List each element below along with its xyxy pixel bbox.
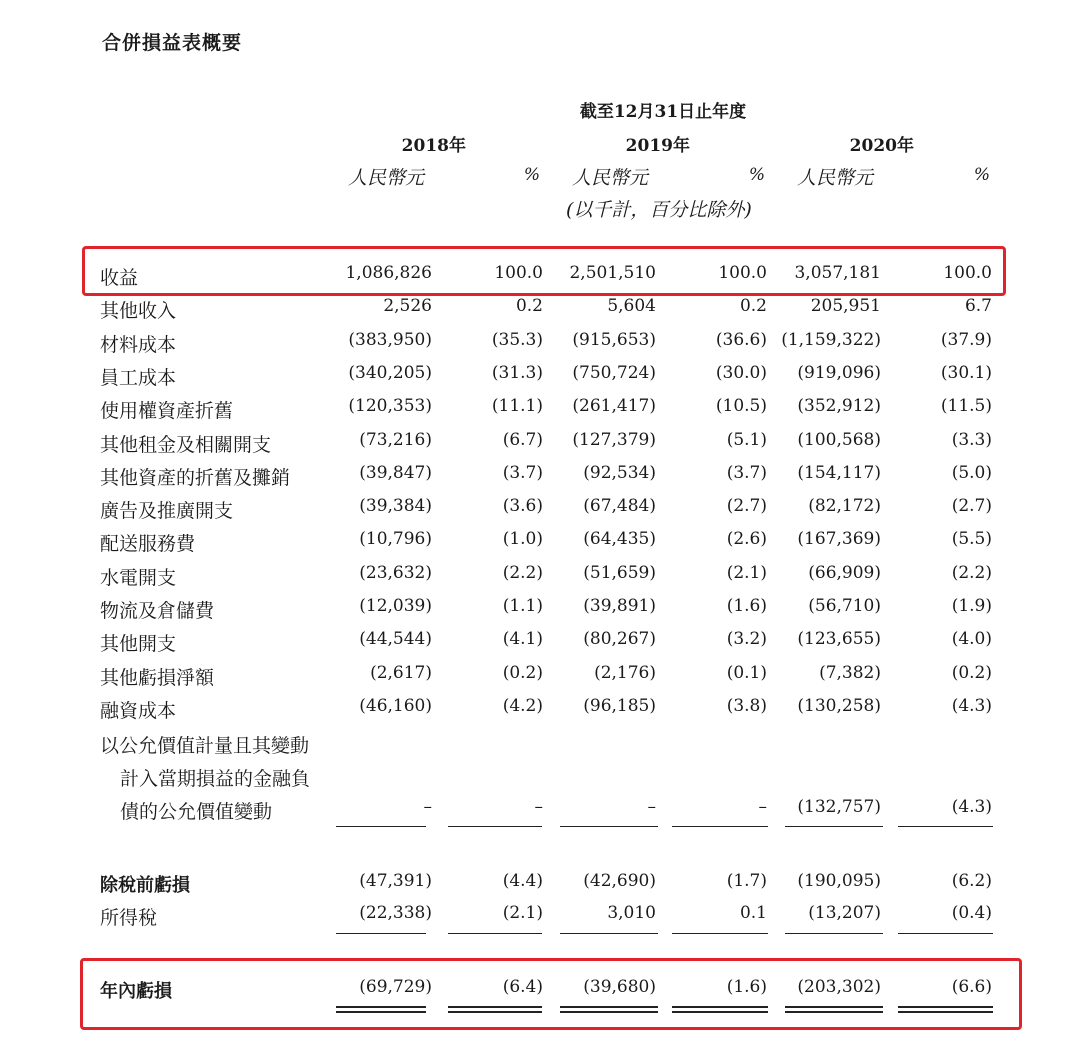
value-cell: – bbox=[534, 797, 543, 817]
value-cell: (3.7) bbox=[726, 463, 767, 483]
year-2020-header: 2020年 bbox=[849, 136, 914, 156]
value-cell: (340,205) bbox=[348, 363, 432, 383]
row-label: 其他開支 bbox=[100, 633, 177, 655]
value-cell: 2,526 bbox=[383, 296, 432, 316]
value-cell: (3.3) bbox=[951, 430, 992, 450]
value-cell: – bbox=[423, 797, 432, 817]
value-cell: (132,757) bbox=[797, 797, 881, 817]
value-cell: (4.3) bbox=[951, 797, 992, 817]
value-cell: (92,534) bbox=[583, 463, 656, 483]
value-cell: (39,680) bbox=[583, 977, 656, 997]
value-cell: (39,384) bbox=[359, 496, 432, 516]
value-cell: (2.1) bbox=[502, 903, 543, 923]
value-cell: (2.2) bbox=[502, 563, 543, 583]
value-cell: (37.9) bbox=[940, 330, 992, 350]
value-cell: (7,382) bbox=[819, 663, 881, 683]
value-cell: (35.3) bbox=[491, 330, 543, 350]
row-label: 計入當期損益的金融負 bbox=[120, 768, 311, 790]
value-cell: (3.2) bbox=[726, 629, 767, 649]
table-row bbox=[0, 493, 1080, 526]
value-cell: (2.6) bbox=[726, 529, 767, 549]
value-cell: (750,724) bbox=[572, 363, 656, 383]
value-cell: (3.6) bbox=[502, 496, 543, 516]
value-cell: (1.9) bbox=[951, 596, 992, 616]
value-cell: (919,096) bbox=[797, 363, 881, 383]
value-cell: – bbox=[647, 797, 656, 817]
value-cell: (56,710) bbox=[808, 596, 881, 616]
row-label: 年內虧損 bbox=[100, 981, 172, 1002]
value-cell: (5.1) bbox=[726, 430, 767, 450]
value-cell: (51,659) bbox=[583, 563, 656, 583]
subtotal-rule bbox=[336, 933, 426, 934]
table-row bbox=[0, 868, 1080, 901]
value-cell: 1,086,826 bbox=[345, 263, 432, 283]
value-cell: (4.0) bbox=[951, 629, 992, 649]
page-title: 合併損益表概要 bbox=[102, 32, 243, 54]
value-cell: (12,039) bbox=[359, 596, 432, 616]
row-label: 其他虧損淨額 bbox=[100, 667, 215, 689]
row-label: 除稅前虧損 bbox=[100, 875, 190, 896]
value-cell: (4.3) bbox=[951, 696, 992, 716]
table-row bbox=[0, 293, 1080, 326]
value-cell: (3.7) bbox=[502, 463, 543, 483]
value-cell: (2.2) bbox=[951, 563, 992, 583]
value-cell: (6.2) bbox=[951, 871, 992, 891]
table-row bbox=[0, 393, 1080, 426]
value-cell: (5.0) bbox=[951, 463, 992, 483]
table-row bbox=[0, 460, 1080, 493]
value-cell: (1,159,322) bbox=[781, 330, 881, 350]
value-cell: 205,951 bbox=[810, 296, 881, 316]
value-cell: (4.1) bbox=[502, 629, 543, 649]
table-row bbox=[0, 327, 1080, 360]
value-cell: (13,207) bbox=[808, 903, 881, 923]
row-label: 其他資產的折舊及攤銷 bbox=[100, 467, 291, 489]
value-cell: (6.6) bbox=[951, 977, 992, 997]
subtotal-rule bbox=[672, 826, 768, 827]
value-cell: (167,369) bbox=[797, 529, 881, 549]
row-label: 以公允價值計量且其變動 bbox=[100, 735, 310, 757]
table-row bbox=[0, 526, 1080, 559]
table-row bbox=[0, 560, 1080, 593]
table-row bbox=[0, 626, 1080, 659]
value-cell: 100.0 bbox=[494, 263, 543, 283]
table-row bbox=[0, 593, 1080, 626]
value-cell: (96,185) bbox=[583, 696, 656, 716]
value-cell: (31.3) bbox=[491, 363, 543, 383]
table-row bbox=[0, 900, 1080, 933]
value-cell: (2.1) bbox=[726, 563, 767, 583]
subtotal-rule bbox=[672, 933, 768, 934]
value-cell: (73,216) bbox=[359, 430, 432, 450]
value-cell: (10.5) bbox=[715, 396, 767, 416]
value-cell: (80,267) bbox=[583, 629, 656, 649]
value-cell: (42,690) bbox=[583, 871, 656, 891]
value-cell: (30.1) bbox=[940, 363, 992, 383]
loss-highlight-box bbox=[80, 958, 1022, 1030]
value-cell: (67,484) bbox=[583, 496, 656, 516]
value-cell: (11.5) bbox=[940, 396, 992, 416]
row-label: 廣告及推廣開支 bbox=[100, 500, 234, 522]
row-label: 其他租金及相關開支 bbox=[100, 434, 272, 456]
table-row bbox=[0, 660, 1080, 693]
value-cell: (261,417) bbox=[572, 396, 656, 416]
row-label: 使用權資產折舊 bbox=[100, 400, 234, 422]
pct-header: % bbox=[973, 165, 990, 185]
value-cell: (123,655) bbox=[797, 629, 881, 649]
unit-header: 人民幣元 bbox=[572, 167, 649, 189]
value-cell: 3,057,181 bbox=[794, 263, 881, 283]
revenue-highlight-box bbox=[82, 246, 1006, 296]
row-label: 水電開支 bbox=[100, 567, 177, 589]
table-row bbox=[0, 728, 1080, 761]
row-label: 物流及倉儲費 bbox=[100, 600, 215, 622]
unit-note: (以千計，百分比除外) bbox=[566, 199, 752, 221]
value-cell: (1.6) bbox=[726, 977, 767, 997]
value-cell: (1.6) bbox=[726, 596, 767, 616]
row-label: 債的公允價值變動 bbox=[120, 801, 273, 823]
value-cell: (66,909) bbox=[808, 563, 881, 583]
table-row bbox=[0, 761, 1080, 794]
value-cell: (6.7) bbox=[502, 430, 543, 450]
value-cell: (11.1) bbox=[491, 396, 543, 416]
table-row bbox=[0, 794, 1080, 827]
value-cell: 0.1 bbox=[739, 903, 767, 923]
value-cell: (22,338) bbox=[359, 903, 432, 923]
value-cell: 0.2 bbox=[515, 296, 543, 316]
value-cell: (154,117) bbox=[797, 463, 881, 483]
value-cell: (383,950) bbox=[348, 330, 432, 350]
value-cell: 0.2 bbox=[739, 296, 767, 316]
pct-header: % bbox=[748, 165, 765, 185]
value-cell: 100.0 bbox=[718, 263, 767, 283]
value-cell: (915,653) bbox=[572, 330, 656, 350]
subtotal-rule bbox=[448, 826, 542, 827]
value-cell: (82,172) bbox=[808, 496, 881, 516]
value-cell: (0.2) bbox=[502, 663, 543, 683]
value-cell: (120,353) bbox=[348, 396, 432, 416]
value-cell: (46,160) bbox=[359, 696, 432, 716]
subtotal-rule bbox=[560, 826, 658, 827]
value-cell: (203,302) bbox=[797, 977, 881, 997]
unit-header: 人民幣元 bbox=[348, 167, 425, 189]
period-header: 截至12月31日止年度 bbox=[579, 102, 747, 122]
value-cell: (47,391) bbox=[359, 871, 432, 891]
unit-header: 人民幣元 bbox=[797, 167, 874, 189]
subtotal-rule bbox=[785, 826, 883, 827]
value-cell: 100.0 bbox=[943, 263, 992, 283]
subtotal-rule bbox=[785, 933, 883, 934]
subtotal-rule bbox=[898, 826, 993, 827]
value-cell: (100,568) bbox=[797, 430, 881, 450]
value-cell: (2,617) bbox=[370, 663, 432, 683]
year-2018-header: 2018年 bbox=[401, 136, 466, 156]
value-cell: (69,729) bbox=[359, 977, 432, 997]
value-cell: (1.1) bbox=[502, 596, 543, 616]
pct-header: % bbox=[523, 165, 540, 185]
value-cell: (39,891) bbox=[583, 596, 656, 616]
table-row bbox=[0, 693, 1080, 726]
value-cell: (64,435) bbox=[583, 529, 656, 549]
value-cell: (2,176) bbox=[594, 663, 656, 683]
value-cell: (3.8) bbox=[726, 696, 767, 716]
value-cell: (0.1) bbox=[726, 663, 767, 683]
row-label: 融資成本 bbox=[100, 700, 177, 722]
row-label: 其他收入 bbox=[100, 300, 177, 322]
subtotal-rule bbox=[336, 826, 426, 827]
value-cell: (2.7) bbox=[951, 496, 992, 516]
value-cell: (44,544) bbox=[359, 629, 432, 649]
subtotal-rule bbox=[560, 933, 658, 934]
subtotal-rule bbox=[448, 933, 542, 934]
value-cell: – bbox=[758, 797, 767, 817]
row-label: 所得稅 bbox=[100, 907, 158, 929]
row-label: 員工成本 bbox=[100, 367, 177, 389]
value-cell: (1.7) bbox=[726, 871, 767, 891]
value-cell: (36.6) bbox=[715, 330, 767, 350]
year-2019-header: 2019年 bbox=[625, 136, 690, 156]
row-label: 收益 bbox=[100, 267, 139, 289]
value-cell: (6.4) bbox=[502, 977, 543, 997]
value-cell: (352,912) bbox=[797, 396, 881, 416]
value-cell: (30.0) bbox=[715, 363, 767, 383]
row-label: 材料成本 bbox=[100, 334, 177, 356]
value-cell: (127,379) bbox=[572, 430, 656, 450]
value-cell: (190,095) bbox=[797, 871, 881, 891]
value-cell: (10,796) bbox=[359, 529, 432, 549]
table-row bbox=[0, 427, 1080, 460]
value-cell: (39,847) bbox=[359, 463, 432, 483]
value-cell: (5.5) bbox=[951, 529, 992, 549]
value-cell: (1.0) bbox=[502, 529, 543, 549]
value-cell: 2,501,510 bbox=[569, 263, 656, 283]
value-cell: 3,010 bbox=[607, 903, 656, 923]
value-cell: 6.7 bbox=[964, 296, 992, 316]
value-cell: (4.4) bbox=[502, 871, 543, 891]
value-cell: (23,632) bbox=[359, 563, 432, 583]
value-cell: (130,258) bbox=[797, 696, 881, 716]
value-cell: (2.7) bbox=[726, 496, 767, 516]
table-row bbox=[0, 360, 1080, 393]
row-label: 配送服務費 bbox=[100, 533, 196, 555]
value-cell: (0.4) bbox=[951, 903, 992, 923]
value-cell: 5,604 bbox=[607, 296, 656, 316]
subtotal-rule bbox=[898, 933, 993, 934]
value-cell: (0.2) bbox=[951, 663, 992, 683]
value-cell: (4.2) bbox=[502, 696, 543, 716]
